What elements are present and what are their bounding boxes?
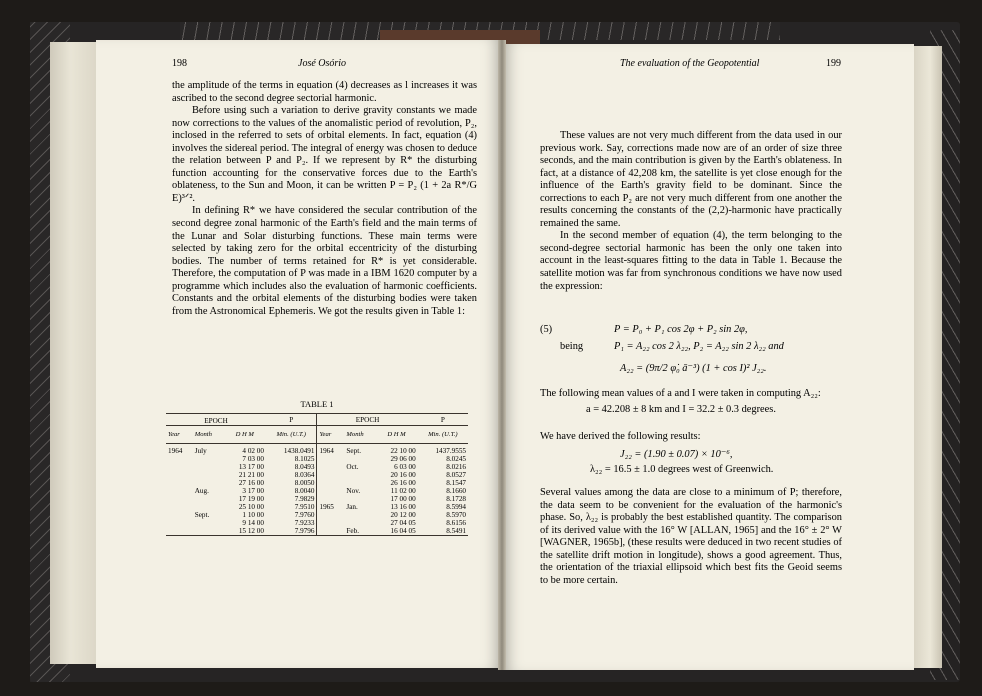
table-cell: 8.0493 [294,463,315,471]
gutter [498,40,506,670]
table-cell: 9 14 00 [242,519,264,527]
table-cell: 7.9796 [294,527,315,535]
table-cell [166,479,193,487]
table-cell: 27 16 00 [238,479,264,487]
mean-values: a = 42.208 ± 8 km and I = 32.2 ± 0.3 degrees. [586,404,776,415]
left-body-text [172,80,477,318]
result-j22: J₂₂ = (1.90 ± 0.07) × 10⁻⁶, [620,449,733,460]
table-cell [317,527,344,536]
table-group-header: EPOCH [317,414,418,426]
table-cell [344,455,375,463]
derived-intro: We have derived the following results: [540,431,701,442]
table-cell: 1965 [317,503,344,511]
table-cell [166,511,193,519]
table-cell [344,471,375,479]
table-cell: 7.9233 [294,519,315,527]
right-running-head: The evaluation of the Geopotential [620,58,760,69]
equation-5-line-2: P₁ = A₂₂ cos 2 λ₂₂, P₂ = A₂₂ sin 2 λ₂₂ and [614,341,784,352]
table-cell: 8.0216 [446,463,466,471]
table-cell [166,471,193,479]
table-cell [193,495,224,503]
table-cell: 8.0040 [294,487,315,495]
equation-5-being: being [560,341,584,352]
table-sub-header: Min. (U.T.) [276,431,306,438]
table-cell [166,455,193,463]
table-cell [166,503,193,511]
table-cell: 17 19 00 [238,495,264,503]
table-row [166,471,468,479]
page-edges-right [912,46,942,668]
table-cell [344,495,375,503]
table-cell: 15 12 00 [238,527,264,535]
table-cell: 8.1728 [446,495,466,503]
table-sub-header: Min. (U.T.) [428,431,458,438]
table-cell [166,527,193,536]
left-paragraph-1: the amplitude of the terms in equation (4) decreases as l increases it was ascribed to the second degree sectorial harmonic. [172,80,477,104]
table-cell: 8.1025 [294,455,315,463]
table-cell [344,511,375,519]
table-group-header: EPOCH [204,417,228,425]
table-row [166,463,468,471]
table-cell: 7.9829 [294,495,315,503]
data-table [166,413,468,538]
table-sub-header: Year [168,431,180,438]
table-cell: 26 16 00 [390,479,416,487]
table-row [166,519,468,527]
table-cell: July [194,447,207,455]
table-sub-header: Month [346,431,364,438]
equation-5-line-1: P = P₀ + P₁ cos 2φ + P₂ sin 2φ, [614,324,748,335]
table-cell: 8.0050 [294,479,315,487]
table-cell: 13 17 00 [238,463,264,471]
table-row [166,511,468,519]
table-cell [166,495,193,503]
table-group-header: P [440,415,445,424]
table-cell: Oct. [346,463,359,471]
table-cell [317,479,344,487]
table-row [166,455,468,463]
left-page-number: 198 [172,58,187,69]
table-row [166,495,468,503]
table-cell [193,463,224,471]
table-cell: 1 10 00 [242,511,264,519]
table-cell: 8.0245 [446,455,466,463]
right-paragraph-2: In the second member of equation (4), the term belonging to the second-degree sectorial harmonic has been the only one taken into account in the least-squares fitting to the data in Table 1. Because the satellite motion was far from synchronous conditions we have now used the expression: [540,230,842,292]
table-cell: 8.1660 [446,487,466,495]
table-title: TABLE 1 [300,399,334,409]
table-sub-header: D H M [235,431,254,438]
table-cell [193,519,224,527]
left-paragraph-2: Before using such a variation to derive gravity constants we made now corrections to the values of the anomalistic period of revolution, P₂, inclosed in the referred to sets of orbital elements. In fact, equation (4) involves the sidereal period. The integral of energy was chosen to deduce the relation between P and P₂. If we represent by R* the disturbing function accounting for the conservative forces due to the Earth's oblateness, to the Sun and Moon, it can be written P = P₂ (1 + 2a R*/G E)³ᐟ². [172,105,477,204]
table-cell: 8.5994 [446,503,466,511]
table-cell: 1964 [168,447,183,455]
table-cell: 29 06 00 [390,455,416,463]
table-cell [193,455,224,463]
table-cell: 20 16 00 [390,471,416,479]
table-cell: Jan. [346,503,358,511]
table-cell: 1437.9555 [435,447,466,455]
table-row [166,503,468,511]
right-paragraph-1: These values are not very much different from the data used in our previous work. Say, corrections made now are of an order of size three seconds, and the main contribution is given by the Earth's oblateness. In fact, at a distance of 42,208 km, the satellite is yet close enough for the influence of the Earth's gravity field to be dominant. Since the corrections to each P₂ are not very much different from one another the results concerning the constants of the (2,2)-harmonic have practically remained the same. [540,130,842,229]
table-cell: Sept. [194,511,210,519]
table-cell [193,479,224,487]
table-cell [317,471,344,479]
closing-paragraph: Several values among the data are close to a minimum of P; therefore, the data seem to be convenient for the evaluation of the harmonic's phase. So, λ₂₂ is probably the best established quantity. The comparison of its derived value with the 16° W [ALLAN, 1965] and the 16° ± 2° W [WAGNER, 1965b], (these results were deduced in two recent studies of the satellite drift motion in longitude), shows a good agreement. Thus, the orientation of the triaxial ellipsoid which best fits the Geoid seems to be more certain. [540,487,842,586]
table-cell: 27 04 05 [390,519,416,527]
right-body-text [540,130,842,293]
left-paragraph-3: In defining R* we have considered the secular contribution of the second degree zonal harmonic of the Earth's field and the main terms of the Lunar and Solar disturbing functions. These main terms were selected by taking zero for the orbital eccentricity of the disturbing bodies. The number of terms retained for R* is yet considerable. Therefore, the computation of P was made in a IBM 1620 computer by a programme which includes also the evaluation of harmonic coefficients. Constants and the orbital elements of the disturbing bodies were taken from the Astronomical Ephemeris. We got the results given in Table 1: [172,205,477,317]
table-row [166,444,468,456]
right-page-number: 199 [826,58,841,69]
table-sub-header: Year [317,426,344,444]
table-cell: 7.9760 [294,511,315,519]
table-cell [317,487,344,495]
table-cell [317,519,344,527]
table-cell [193,503,224,511]
table-cell: 25 10 00 [238,503,264,511]
table-cell [193,471,224,479]
table-row [166,479,468,487]
table-body [166,444,468,536]
table-group-header: P [289,415,294,424]
table-cell: Aug. [194,487,209,495]
table-cell: 8.0527 [446,471,466,479]
table-cell [317,511,344,519]
table-cell: Nov. [346,487,361,495]
table-cell: 22 10 00 [390,447,416,455]
table-cell [317,455,344,463]
table-cell: 4 02 00 [242,447,264,455]
table-cell [344,519,375,527]
left-running-head: José Osório [298,58,347,69]
table-cell: 11 02 00 [390,487,416,495]
table-sub-header: Month [194,431,212,438]
table-cell [166,463,193,471]
table-cell: 8.6156 [446,519,466,527]
table-row [166,487,468,495]
table-cell [317,495,344,503]
table-cell: 16 04 05 [390,527,416,535]
table-cell: 1438.0491 [283,447,315,455]
table-cell [166,487,193,495]
equation-5-line-3: A₂₂ = (9π/2 φ̇₀ ā⁻³) (1 + cos I)² J₂₂. [620,363,767,374]
table-cell [317,463,344,471]
table-cell [166,519,193,527]
result-lambda22: λ₂₂ = 16.5 ± 1.0 degrees west of Greenwich. [590,464,774,475]
table-cell: 7.9510 [294,503,315,511]
table-cell: 20 12 00 [390,511,416,519]
table-cell: 1964 [317,444,344,456]
table-cell [344,479,375,487]
table-cell: 8.0364 [294,471,315,479]
table-cell: 8.5970 [446,511,466,519]
table-cell: 17 00 00 [390,495,416,503]
table-cell: 6 03 00 [394,463,416,471]
table-row [166,527,468,536]
table-cell: Sept. [346,447,361,455]
equation-5-label: (5) [540,324,553,335]
table-cell: Feb. [346,527,359,535]
table-cell [193,527,224,536]
table-cell: 13 16 00 [390,503,416,511]
table-cell: 8.1547 [446,479,466,487]
mean-values-intro: The following mean values of a and I were taken in computing A₂₂: [540,388,821,399]
table-cell: 21 21 00 [238,471,264,479]
page-edges-left [50,42,102,664]
table-sub-header: D H M [387,431,406,438]
table-cell: 7 03 00 [242,455,264,463]
table-cell: 3 17 00 [242,487,264,495]
table-cell: 8.5491 [446,527,466,535]
